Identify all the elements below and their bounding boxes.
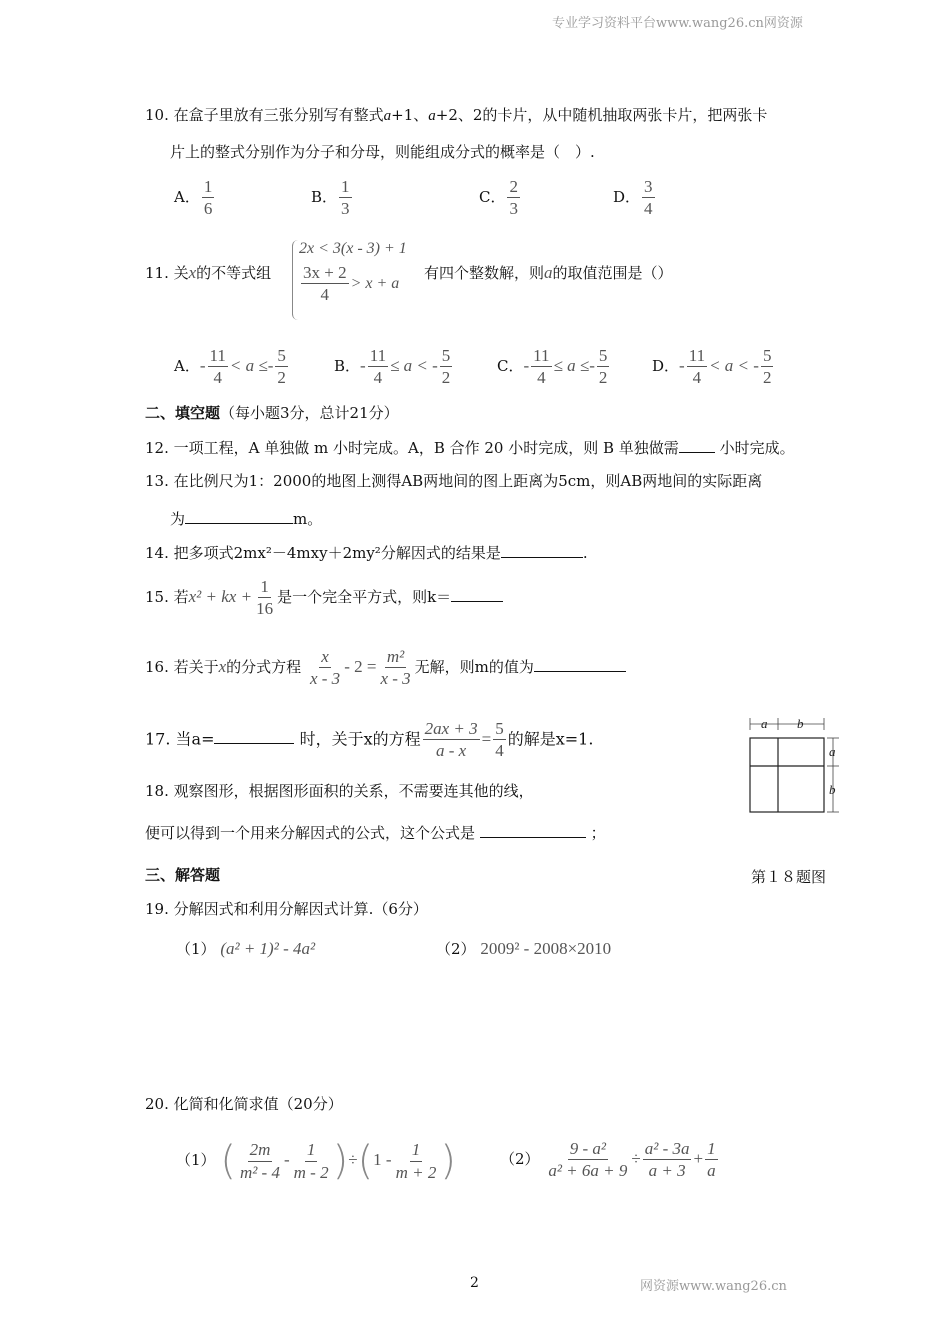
q10-option-c: C． $\frac{2}{3}$ — [479, 177, 518, 219]
q11-option-c: C．- $\frac{11}{4}$ ≤ a ≤- $\frac{5}{2}$ — [497, 346, 608, 388]
q11-prefix: 11. 关x的不等式组 — [145, 263, 272, 282]
q14: 14. 把多项式2mx²－4mxy＋2my²分解因式的结果是 . — [145, 544, 588, 562]
q13-blank[interactable] — [185, 509, 293, 524]
q13-line2: 为 m。 — [170, 510, 323, 528]
section3-heading: 三、解答题 — [145, 866, 221, 884]
q10-option-a: A． $\frac{1}{6}$ — [174, 177, 213, 219]
q18-line2: 便可以得到一个用来分解因式的公式，这个公式是 ； — [145, 824, 606, 842]
q20-title: 20. 化简和化简求值（20分） — [145, 1095, 343, 1113]
q16: 16. 若关于x的分式方程 $\frac{x}{x - 3}$ - 2 = $\frac{\text{m²}}{x - 3}$ 无解，则m的值为 — [145, 646, 626, 690]
q20-part2: （2） $\frac{\text{9 - a²}}{\text{a² + 6a + 9}}$ ÷ $\frac{\text{a² - 3a}}{a + 3}$ + $\frac{1}{a}$ — [500, 1139, 716, 1181]
page-number: 2 — [470, 1275, 479, 1291]
q19-title: 19. 分解因式和利用分解因式计算.（6分） — [145, 900, 428, 918]
q10-option-d: D． $\frac{3}{4}$ — [613, 177, 653, 219]
fig-label-b-side: b — [829, 782, 836, 797]
q20-part1: （1） ( $\frac{2m}{\text{m² - 4}}$ - $\frac{1}{m - 2}$ )÷(1 - $\frac{1}{m + 2}$ ) — [176, 1138, 456, 1184]
q11-option-d: D．- $\frac{11}{4}$ < a < - $\frac{5}{2}$ — [652, 346, 772, 388]
q15: 15. 若x² + kx + $\frac{1}{16}$ 是一个完全平方式，则k＝ — [145, 576, 503, 620]
q18-figure-caption: 第１８题图 — [751, 868, 827, 886]
header-site: 专业学习资料平台www.wang26.cn网资源 — [552, 16, 803, 31]
fig-label-b-top: b — [797, 716, 804, 731]
q12-blank[interactable] — [679, 438, 715, 453]
q12: 12. 一项工程，A 单独做 m 小时完成。A，B 合作 20 小时完成，则 B 单独做需 小时完成。 — [145, 439, 795, 457]
q11-option-a: A．- $\frac{11}{4}$ < a ≤- $\frac{5}{2}$ — [174, 346, 286, 388]
q19-part2: （2） 2009² - 2008×2010 — [436, 939, 612, 958]
q11-option-b: B．- $\frac{11}{4}$ ≤ a < - $\frac{5}{2}$ — [334, 346, 451, 388]
q10-line1: 10. 在盒子里放有三张分别写有整式a+1、a+2、2的卡片，从中随机抽取两张卡片，把两张卡 — [145, 106, 768, 124]
q15-blank[interactable] — [451, 587, 503, 602]
fig-label-a-top: a — [761, 716, 768, 731]
q16-blank[interactable] — [534, 657, 626, 672]
q18-line1: 18. 观察图形，根据图形面积的关系，不需要连其他的线， — [145, 782, 534, 800]
q10-line2: 片上的整式分别作为分子和分母，则能组成分式的概率是（ ）. — [170, 143, 595, 161]
footer-site: 网资源www.wang26.cn — [640, 1279, 787, 1294]
q13-line1: 13. 在比例尺为1：2000的地图上测得AB两地间的图上距离为5cm，则AB两地间的实际距离 — [145, 472, 763, 490]
q18-blank[interactable] — [480, 823, 586, 838]
q17: 17. 当a= 时，关于x的方程 $\frac{2ax + 3}{a - x}$ = $\frac{5}{4}$ 的解是x=1. — [145, 719, 594, 761]
q14-blank[interactable] — [501, 543, 583, 558]
q19-part1: （1） (a² + 1)² - 4a² — [176, 939, 316, 958]
square-diagram — [745, 712, 849, 816]
section2-heading: 二、填空题（每小题3分，总计21分） — [145, 404, 399, 422]
q11-suffix: 有四个整数解，则a的取值范围是（） — [424, 263, 673, 282]
fig-label-a-side: a — [829, 744, 836, 759]
q18-figure — [745, 712, 849, 816]
q10-option-b: B． $\frac{1}{3}$ — [311, 177, 350, 219]
q11-inequality-system: 2x < 3(x - 3) + 1 $\frac{3x + 2}{4}$ > x + a — [292, 240, 407, 320]
q17-blank[interactable] — [214, 729, 294, 744]
